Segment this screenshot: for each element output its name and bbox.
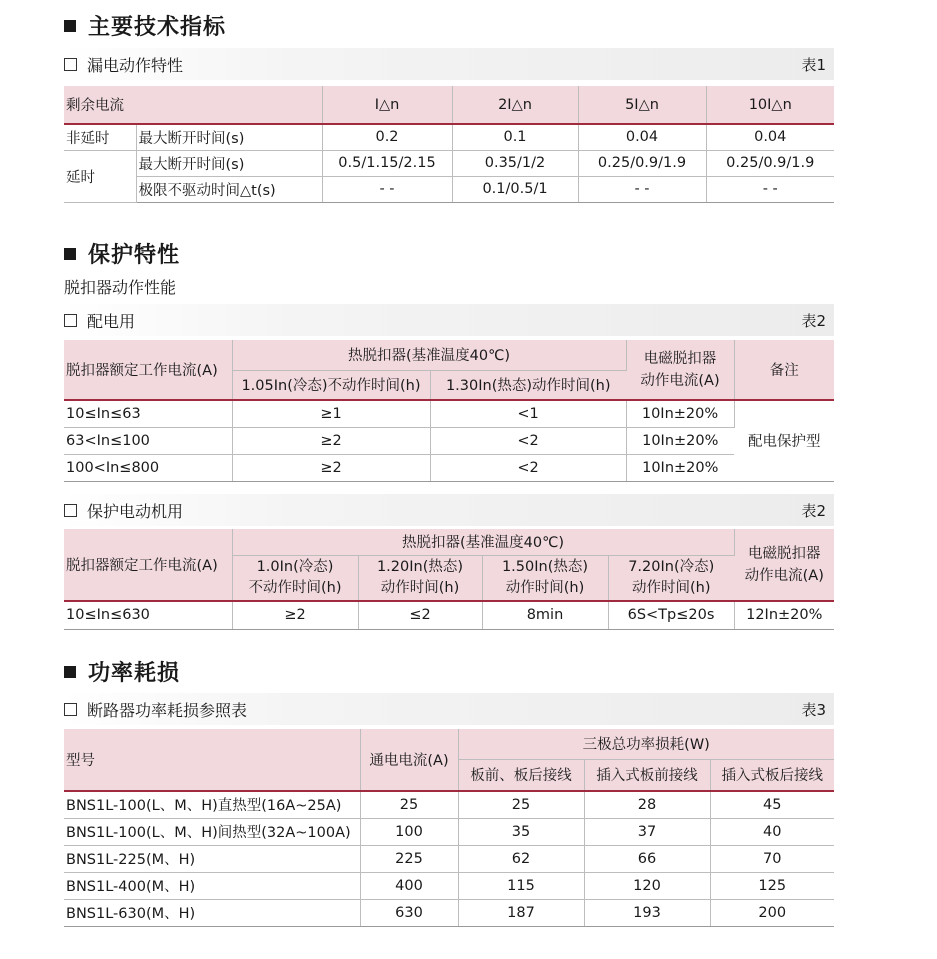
header-cell	[232, 555, 358, 601]
header-cell: 1.30In(热态)动作时间(h)	[430, 370, 626, 400]
cell: - -	[706, 176, 834, 202]
table1-label: 表1	[801, 55, 826, 74]
row-name: 最大断开时间(s)	[136, 124, 322, 150]
cell: 0.25/0.9/1.9	[578, 150, 706, 176]
header-cell: 2I△n	[452, 86, 578, 124]
cell: <2	[430, 427, 626, 454]
checkbox-square-icon	[64, 58, 77, 71]
table2-caption: 配电用	[87, 311, 136, 331]
section-title-protect	[64, 238, 180, 269]
table-motor	[64, 529, 834, 630]
cell: 37	[584, 818, 710, 845]
cell: - -	[322, 176, 452, 202]
cell: 0.1/0.5/1	[452, 176, 578, 202]
cell: 8min	[482, 601, 608, 629]
header-line: 1.0In(冷态)	[256, 558, 334, 575]
cell: 0.5/1.15/2.15	[322, 150, 452, 176]
header-cell	[482, 555, 608, 601]
cell: 125	[710, 872, 834, 899]
cell: 187	[458, 899, 584, 926]
cell: 62	[458, 845, 584, 872]
cell: 200	[710, 899, 834, 926]
header-cell: 型号	[64, 729, 360, 791]
table3-caption-bar	[64, 494, 834, 526]
header-cell	[608, 555, 734, 601]
table-distribution	[64, 340, 834, 482]
header-cell: 板前、板后接线	[458, 759, 584, 791]
cell: 0.1	[452, 124, 578, 150]
cell: 35	[458, 818, 584, 845]
cell: 28	[584, 791, 710, 818]
cell: ≥2	[232, 427, 430, 454]
header-line: 不动作时间(h)	[248, 579, 342, 596]
cell: ≥2	[232, 601, 358, 629]
header-cell: 三极总功率损耗(W)	[458, 729, 834, 759]
cell: 10In±20%	[626, 427, 734, 454]
square-bullet-icon	[64, 248, 76, 260]
checkbox-square-icon	[64, 703, 77, 716]
header-cell: 备注	[734, 340, 834, 400]
section-title-text: 保护特性	[88, 243, 181, 268]
header-cell: 5I△n	[578, 86, 706, 124]
cell: 6S<Tp≤20s	[608, 601, 734, 629]
cell: 0.04	[706, 124, 834, 150]
cell: 400	[360, 872, 458, 899]
cell: BNS1L-630(M、H)	[64, 899, 360, 926]
cell: 0.25/0.9/1.9	[706, 150, 834, 176]
table-power-loss	[64, 729, 834, 927]
header-cell: 脱扣器额定工作电流(A)	[64, 529, 232, 601]
section-title-text: 主要技术指标	[88, 15, 227, 40]
header-cell	[734, 529, 834, 601]
cell: 12In±20%	[734, 601, 834, 629]
table1-caption: 漏电动作特性	[87, 55, 184, 75]
cell: 630	[360, 899, 458, 926]
cell: 10In±20%	[626, 400, 734, 427]
table2-label: 表2	[801, 311, 826, 330]
table4-label: 表3	[801, 700, 826, 719]
cell: <2	[430, 454, 626, 481]
cell: 0.35/1/2	[452, 150, 578, 176]
cell: 100<In≤800	[64, 454, 232, 481]
cell: 40	[710, 818, 834, 845]
header-cell: I△n	[322, 86, 452, 124]
header-line: 动作电流(A)	[640, 372, 720, 389]
checkbox-square-icon	[64, 314, 77, 327]
table2-caption-bar	[64, 304, 834, 336]
header-cell: 1.05In(冷态)不动作时间(h)	[232, 370, 430, 400]
header-cell: 脱扣器额定工作电流(A)	[64, 340, 232, 400]
header-line: 动作时间(h)	[380, 579, 460, 596]
row-name: 极限不驱动时间△t(s)	[136, 176, 322, 202]
cell: - -	[578, 176, 706, 202]
section-title-tech	[64, 10, 226, 41]
cell: 25	[360, 791, 458, 818]
table3-label: 表2	[801, 501, 826, 520]
cell: BNS1L-100(L、M、H)直热型(16A~25A)	[64, 791, 360, 818]
cell: 115	[458, 872, 584, 899]
header-line: 1.50In(热态)	[501, 558, 589, 575]
cell: 100	[360, 818, 458, 845]
header-cell	[626, 340, 734, 400]
cell: <1	[430, 400, 626, 427]
cell: 120	[584, 872, 710, 899]
cell: 193	[584, 899, 710, 926]
header-cell: 插入式板后接线	[710, 759, 834, 791]
header-line: 电磁脱扣器	[643, 350, 717, 367]
cell: 10In±20%	[626, 454, 734, 481]
square-bullet-icon	[64, 666, 76, 678]
header-cell: 插入式板前接线	[584, 759, 710, 791]
header-cell: 剩余电流	[64, 86, 322, 124]
cell: 70	[710, 845, 834, 872]
header-cell: 热脱扣器(基准温度40℃)	[232, 340, 626, 370]
cell: 45	[710, 791, 834, 818]
table1-caption-bar	[64, 48, 834, 80]
cell: ≤2	[358, 601, 482, 629]
header-line: 7.20In(冷态)	[628, 558, 715, 575]
header-line: 1.20In(热态)	[376, 558, 464, 575]
cell: BNS1L-400(M、H)	[64, 872, 360, 899]
cell: 66	[584, 845, 710, 872]
cell: BNS1L-100(L、M、H)间热型(32A~100A)	[64, 818, 360, 845]
row-label: 非延时	[64, 124, 136, 150]
checkbox-square-icon	[64, 504, 77, 517]
table3-caption: 保护电动机用	[87, 501, 184, 521]
header-cell: 热脱扣器(基准温度40℃)	[232, 529, 734, 555]
header-line: 动作时间(h)	[505, 579, 585, 596]
row-label: 延时	[64, 150, 136, 202]
cell: 0.04	[578, 124, 706, 150]
row-name: 最大断开时间(s)	[136, 150, 322, 176]
note-cell: 配电保护型	[734, 400, 834, 481]
header-line: 电磁脱扣器	[748, 545, 821, 562]
table-leakage	[64, 86, 834, 203]
cell: ≥1	[232, 400, 430, 427]
cell: 10≤In≤63	[64, 400, 232, 427]
header-cell	[358, 555, 482, 601]
section-title-text: 功率耗损	[88, 661, 181, 686]
cell: 25	[458, 791, 584, 818]
table4-caption: 断路器功率耗损参照表	[87, 700, 248, 720]
table4-caption-bar	[64, 693, 834, 725]
cell: 63<In≤100	[64, 427, 232, 454]
cell: 10≤In≤630	[64, 601, 232, 629]
section-title-power	[64, 656, 180, 687]
header-line: 动作时间(h)	[631, 579, 711, 596]
cell: 0.2	[322, 124, 452, 150]
header-line: 动作电流(A)	[744, 567, 824, 584]
cell: ≥2	[232, 454, 430, 481]
header-cell: 通电电流(A)	[360, 729, 458, 791]
section-subtitle: 脱扣器动作性能	[64, 278, 177, 297]
header-cell: 10I△n	[706, 86, 834, 124]
square-bullet-icon	[64, 20, 76, 32]
cell: BNS1L-225(M、H)	[64, 845, 360, 872]
cell: 225	[360, 845, 458, 872]
